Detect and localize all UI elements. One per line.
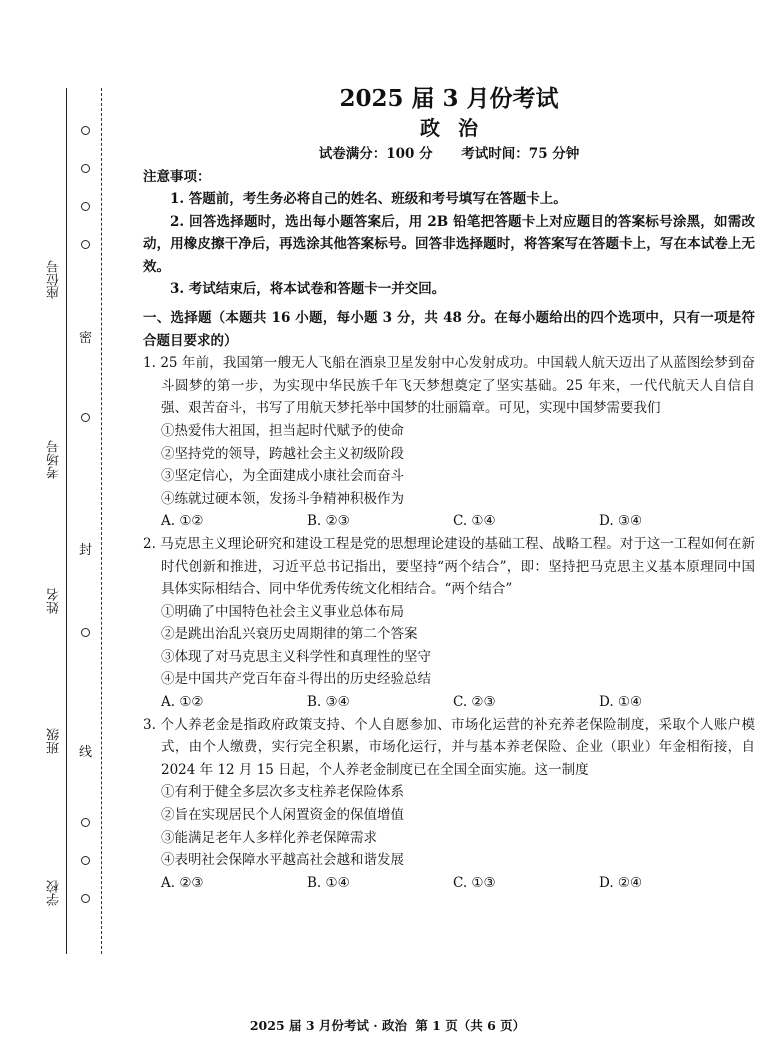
choice-d: D. ②④ [599, 874, 643, 891]
choice-b: B. ①④ [307, 874, 350, 891]
seal-char-xian: 线 [79, 738, 92, 763]
notice-item: 1. 答题前，考生务必将自己的姓名、班级和考号填写在答题卡上。 [170, 191, 567, 207]
answer-choices [143, 510, 755, 533]
question-stem: 3. 个人养老金是指政府政策支持、个人自愿参加、市场化运营的补充养老保险制度，采取个人账户模式，由个人缴费，实行完全积累，市场化运行，并与基本养老保险、企业（职业）年金相衔接，自 2024 年 12 月 15 日起，个人养老金制度已在全国全面实施。这一制度 [143, 716, 755, 778]
exam-room-label: 考场号 [47, 440, 62, 479]
seal-hole-icon [81, 240, 90, 249]
notice-block [143, 166, 755, 301]
exam-subject: 政治 [420, 116, 496, 140]
question-statement: ①有利于健全多层次多支柱养老保险体系 [161, 784, 404, 801]
question-statement: ②旨在实现居民个人闲置资金的保值增值 [161, 807, 404, 824]
choice-d: D. ③④ [599, 513, 643, 530]
answer-choices [143, 872, 755, 895]
exam-meta [143, 142, 755, 166]
seal-hole-icon [81, 628, 90, 637]
question-statement: ④练就过硬本领，发扬斗争精神积极作为 [161, 490, 404, 507]
class-label: 班级 [47, 728, 62, 754]
seal-hole-icon [81, 413, 90, 422]
school-label: 学校 [47, 880, 62, 906]
exam-title: 2025 届 3 月份考试 [339, 85, 559, 112]
seal-hole-icon [81, 894, 90, 903]
question-2 [143, 533, 755, 714]
binding-margin [0, 0, 120, 1058]
question-statement: ③体现了对马克思主义科学性和真理性的坚守 [161, 648, 431, 665]
seal-char-mi: 密 [79, 324, 92, 349]
question-statement: ④表明社会保障水平越高社会越和谐发展 [161, 852, 404, 869]
choice-b: B. ②③ [307, 513, 350, 530]
exam-page-content [143, 84, 755, 894]
seal-char-feng: 封 [79, 536, 92, 561]
choice-c: C. ①③ [453, 874, 496, 891]
question-statement: ④是中国共产党百年奋斗得出的历史经验总结 [161, 671, 431, 688]
choice-a: A. ①② [161, 513, 204, 530]
notice-item: 2. 回答选择题时，选出每小题答案后，用 2B 铅笔把答题卡上对应题目的答案标号涂黑，如需改动，用橡皮擦干净后，再选涂其他答案标号。回答非选择题时，将答案写在答题卡上，写在本试卷上无效。 [143, 213, 755, 275]
seal-hole-icon [81, 856, 90, 865]
choice-c: C. ①④ [453, 513, 496, 530]
seal-dashed-line [101, 88, 102, 954]
name-label: 姓名 [47, 588, 62, 614]
question-statement: ③能满足老年人多样化养老保障需求 [161, 829, 377, 846]
page-footer [0, 1016, 775, 1034]
question-stem: 2. 马克思主义理论研究和建设工程是党的思想理论建设的基础工程、战略工程。对于这一工程如何在新时代创新和推进，习近平总书记指出，要坚持“两个结合”，即：坚持把马克思主义基本原理同中国具体实际相结合、同中华优秀传统文化相结合。“两个结合” [143, 535, 755, 598]
seal-hole-icon [81, 202, 90, 211]
exam-time: 考试时间：75 分钟 [461, 146, 580, 162]
question-statement: ②坚持党的领导，跨越社会主义初级阶段 [161, 445, 404, 462]
section-heading: 一、选择题（本题共 16 小题，每小题 3 分，共 48 分。在每小题给出的四个选项中，只有一项是符合题目要求的） [143, 309, 755, 349]
question-statement: ③坚定信心，为全面建成小康社会而奋斗 [161, 468, 404, 485]
footer-exam-name: 2025 届 3 月份考试 · 政治 [249, 1018, 407, 1033]
seal-hole-icon [81, 818, 90, 827]
choice-a: A. ②③ [161, 874, 204, 891]
choice-c: C. ②③ [453, 694, 496, 711]
question-statement: ①明确了中国特色社会主义事业总体布局 [161, 603, 404, 620]
answer-choices [143, 691, 755, 714]
choice-a: A. ①② [161, 694, 204, 711]
question-3 [143, 714, 755, 895]
margin-solid-line [66, 88, 67, 954]
full-score: 试卷满分：100 分 [318, 146, 433, 162]
seal-hole-icon [81, 126, 90, 135]
choice-d: D. ①④ [599, 694, 643, 711]
seal-hole-icon [81, 164, 90, 173]
footer-page-number: 第 1 页（共 6 页） [415, 1018, 526, 1033]
question-statement: ①热爱伟大祖国，担当起时代赋予的使命 [161, 422, 404, 439]
choice-b: B. ③④ [307, 694, 350, 711]
question-statement: ②是跳出治乱兴衰历史周期律的第二个答案 [161, 626, 418, 643]
question-1 [143, 352, 755, 533]
question-stem: 1. 25 年前，我国第一艘无人飞船在酒泉卫星发射中心发射成功。中国载人航天迈出了从蓝图绘梦到奋斗圆梦的第一步，为实现中华民族千年飞天梦想奠定了坚实基础。25 年来，一代代航天人自信自强、艰苦奋斗，书写了用航天梦托举中国梦的壮丽篇章。可见，实现中国梦需要我们 [143, 355, 755, 417]
notice-heading: 注意事项： [143, 169, 211, 185]
seat-number-label: 座位号 [47, 260, 62, 299]
notice-item: 3. 考试结束后，将本试卷和答题卡一并交回。 [170, 281, 446, 298]
